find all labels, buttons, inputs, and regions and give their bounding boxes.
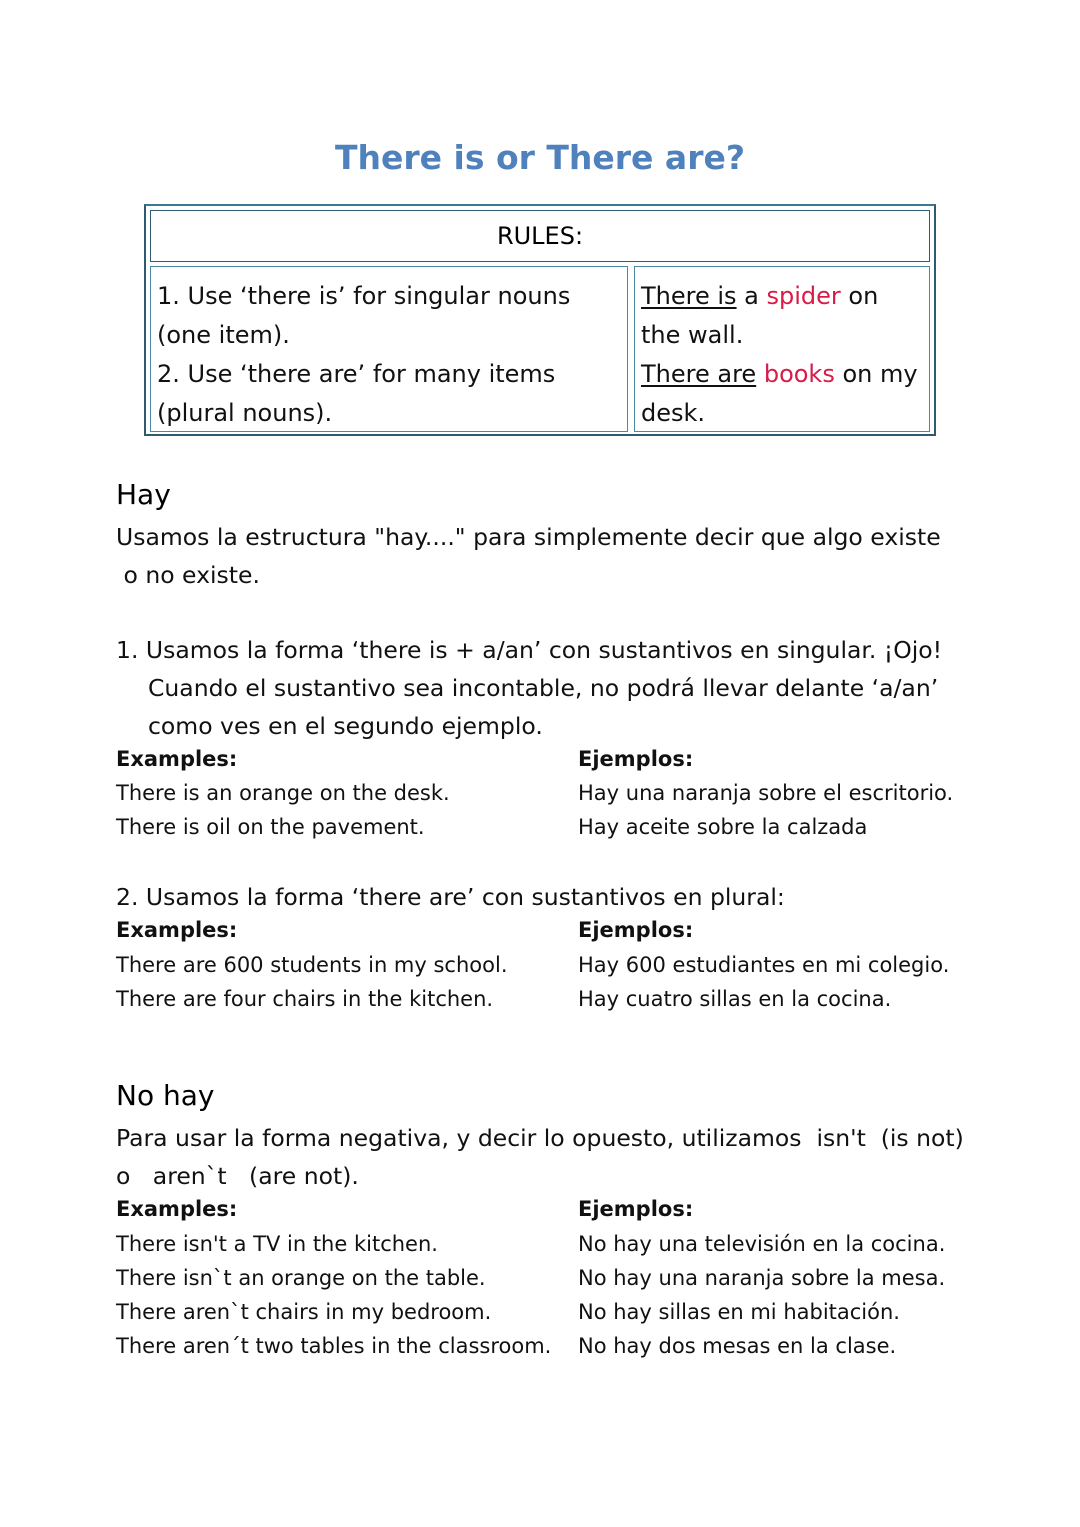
example-item: Hay una naranja sobre el escritorio. bbox=[578, 781, 954, 805]
examples-es bbox=[578, 1227, 945, 1363]
examples-label: Examples: bbox=[116, 918, 238, 942]
example-item: No hay una televisión en la cocina. bbox=[578, 1232, 946, 1256]
example-item: There is oil on the pavement. bbox=[116, 815, 425, 839]
heading-hay: Hay bbox=[116, 478, 171, 511]
rule-line: 2. Use ‘there are’ for many items bbox=[157, 360, 556, 388]
examples-es bbox=[578, 776, 953, 844]
example-line bbox=[641, 355, 929, 394]
examples-en bbox=[116, 1227, 551, 1363]
examples-label: Examples: bbox=[116, 747, 238, 771]
text: Para usar la forma negativa, y decir lo opuesto, utilizamos isn't (is not) bbox=[116, 1124, 964, 1152]
rules-right-cell bbox=[634, 266, 930, 432]
text: como ves en el segundo ejemplo. bbox=[148, 712, 543, 740]
example-item: No hay dos mesas en la clase. bbox=[578, 1334, 897, 1358]
example-item: There are 600 students in my school. bbox=[116, 953, 508, 977]
example-line bbox=[641, 277, 929, 316]
text: o aren`t (are not). bbox=[116, 1162, 359, 1190]
example-item: There aren`t chairs in my bedroom. bbox=[116, 1300, 492, 1324]
ejemplos-label: Ejemplos: bbox=[578, 747, 694, 771]
text: Cuando el sustantivo sea incontable, no podrá llevar delante ‘a/an’ bbox=[148, 674, 939, 702]
rules-left-cell bbox=[150, 266, 628, 432]
example-item: Hay aceite sobre la calzada bbox=[578, 815, 868, 839]
example-item: No hay sillas en mi habitación. bbox=[578, 1300, 900, 1324]
rule-line: (plural nouns). bbox=[157, 399, 333, 427]
highlight-word: spider bbox=[766, 282, 841, 310]
examples-en bbox=[116, 948, 508, 1016]
hay-intro bbox=[116, 518, 941, 594]
examples-es bbox=[578, 948, 949, 1016]
point-1 bbox=[116, 631, 942, 745]
example-item: There are four chairs in the kitchen. bbox=[116, 987, 494, 1011]
example-item: There isn't a TV in the kitchen. bbox=[116, 1232, 438, 1256]
example-item: No hay una naranja sobre la mesa. bbox=[578, 1266, 946, 1290]
example-item: There is an orange on the desk. bbox=[116, 781, 450, 805]
text: 1. Usamos la forma ‘there is + a/an’ con sustantivos en singular. ¡Ojo! bbox=[116, 636, 943, 664]
rules-header: RULES: bbox=[150, 210, 930, 262]
point-2: 2. Usamos la forma ‘there are’ con sustantivos en plural: bbox=[116, 883, 785, 911]
example-line: the wall. bbox=[641, 321, 744, 349]
text: o no existe. bbox=[116, 561, 260, 589]
text: Usamos la estructura "hay...." para simplemente decir que algo existe bbox=[116, 523, 941, 551]
rules-table bbox=[144, 204, 936, 436]
example-item: There aren´t two tables in the classroom. bbox=[116, 1334, 552, 1358]
example-item: Hay 600 estudiantes en mi colegio. bbox=[578, 953, 950, 977]
heading-no-hay: No hay bbox=[116, 1079, 215, 1112]
page-title: There is or There are? bbox=[334, 138, 745, 177]
examples-en bbox=[116, 776, 450, 844]
underlined-phrase: There are bbox=[641, 360, 757, 388]
underlined-phrase: There is bbox=[641, 282, 737, 310]
example-line: desk. bbox=[641, 399, 706, 427]
example-item: Hay cuatro sillas en la cocina. bbox=[578, 987, 892, 1011]
example-item: There isn`t an orange on the table. bbox=[116, 1266, 486, 1290]
text: a bbox=[736, 282, 767, 310]
text: on bbox=[840, 282, 879, 310]
text: on my bbox=[834, 360, 918, 388]
nohay-intro bbox=[116, 1119, 964, 1195]
highlight-word: books bbox=[763, 360, 835, 388]
examples-label: Examples: bbox=[116, 1197, 238, 1221]
ejemplos-label: Ejemplos: bbox=[578, 918, 694, 942]
rule-line: 1. Use ‘there is’ for singular nouns bbox=[157, 282, 571, 310]
ejemplos-label: Ejemplos: bbox=[578, 1197, 694, 1221]
text bbox=[756, 360, 764, 388]
rule-line: (one item). bbox=[157, 321, 290, 349]
